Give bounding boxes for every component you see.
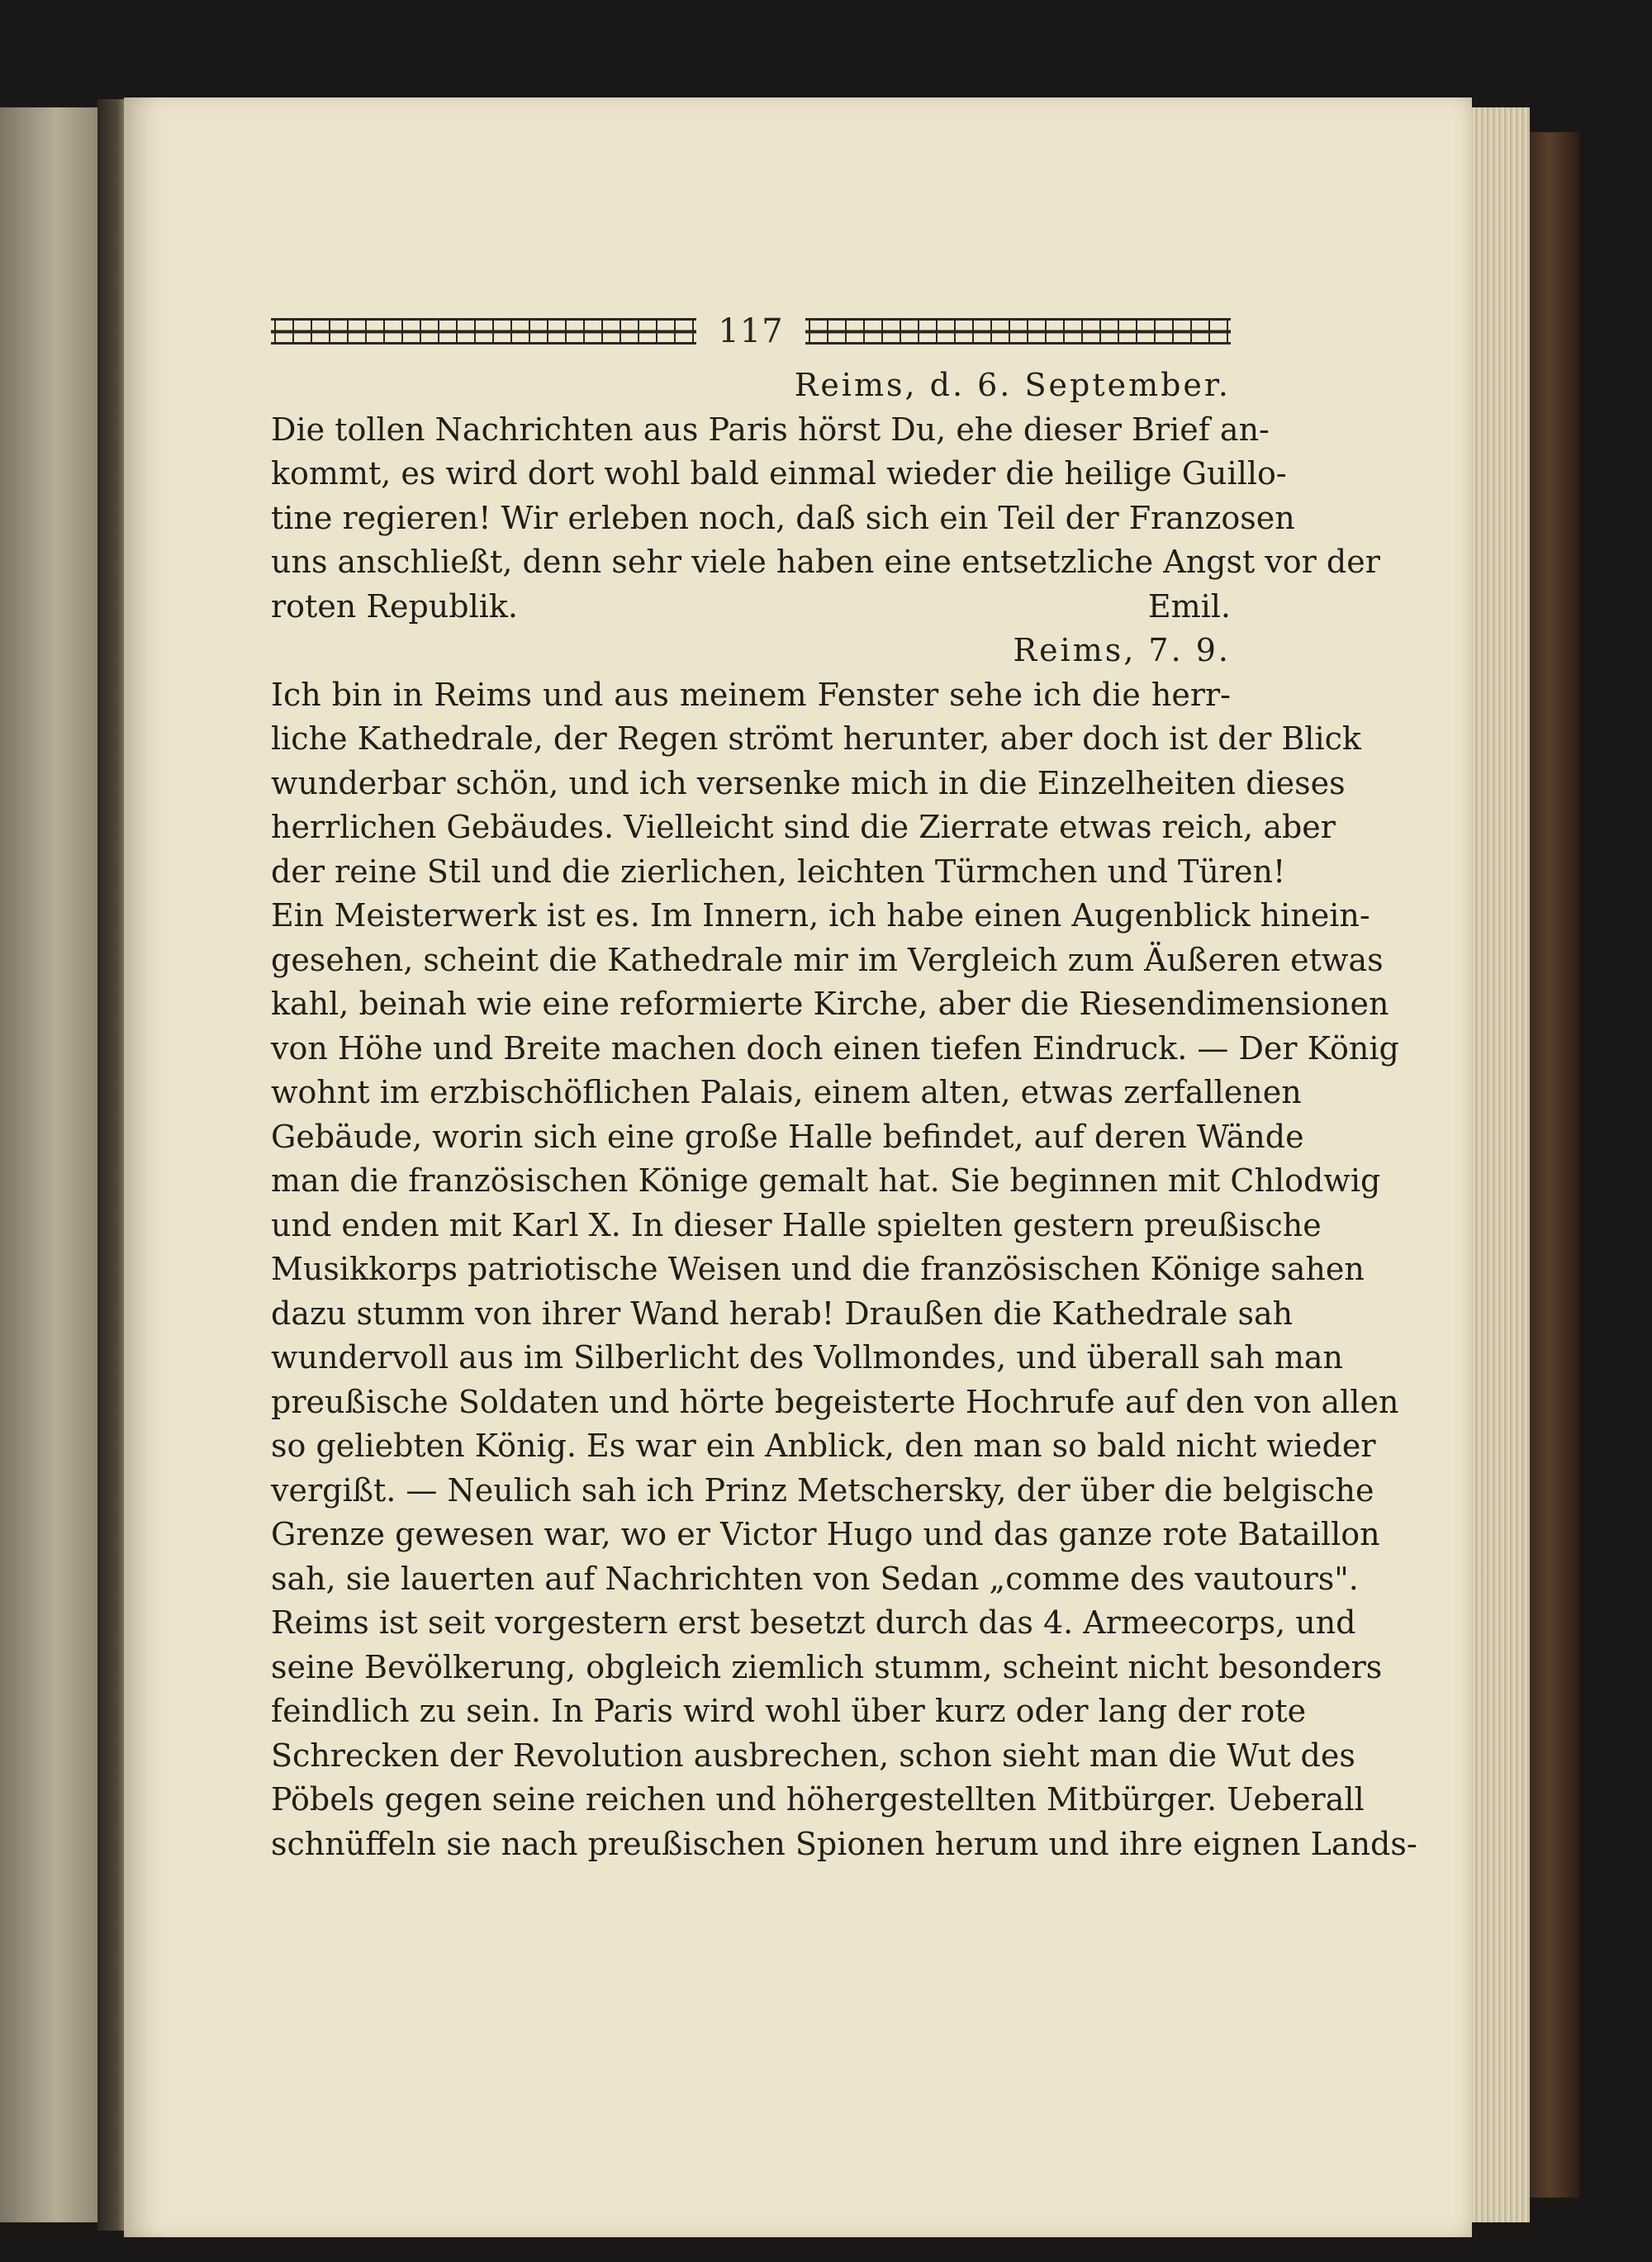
text-line: schnüffeln sie nach preußischen Spionen herum und ihre eignen Lands- bbox=[271, 1825, 1417, 1862]
text-line: liche Kathedrale, der Regen strömt herunter, aber doch ist der Blick bbox=[271, 720, 1361, 757]
text-line: uns anschließt, denn sehr viele haben eine entsetzliche Angst vor der bbox=[271, 544, 1380, 580]
text-line: vergißt. — Neulich sah ich Prinz Metschersky, der über die belgische bbox=[271, 1471, 1374, 1509]
text-line: Gebäude, worin sich eine große Halle befindet, auf deren Wände bbox=[271, 1118, 1304, 1155]
text-line: feindlich zu sein. In Paris wird wohl über kurz oder lang der rote bbox=[271, 1693, 1307, 1729]
text-line: gesehen, scheint die Kathedrale mir im Vergleich zum Äußeren etwas bbox=[271, 941, 1384, 978]
text-line: kommt, es wird dort wohl bald einmal wieder die heilige Guillo- bbox=[271, 455, 1287, 492]
text-line: man die französischen Könige gemalt hat. Sie beginnen mit Chlodwig bbox=[271, 1162, 1381, 1199]
running-header bbox=[271, 311, 1231, 352]
facing-page-edge bbox=[0, 107, 103, 2222]
meander-ornament-right bbox=[805, 318, 1231, 345]
page-edges bbox=[1472, 107, 1530, 2222]
text-line: Ein Meisterwerk ist es. Im Innern, ich habe einen Augenblick hinein- bbox=[271, 897, 1370, 934]
text-line: wundervoll aus im Silberlicht des Vollmondes, und überall sah man bbox=[271, 1339, 1343, 1376]
text-line: Schrecken der Revolution ausbrechen, schon sieht man die Wut des bbox=[271, 1737, 1355, 1774]
page-number: 117 bbox=[718, 312, 784, 350]
text-line: herrlichen Gebäudes. Vielleicht sind die Zierrate etwas reich, aber bbox=[271, 809, 1336, 845]
dateline: Reims, 7. 9. bbox=[1013, 632, 1231, 668]
text-line: roten Republik. bbox=[271, 587, 518, 625]
text-line: sah, sie lauerten auf Nachrichten von Sedan „comme des vautours". bbox=[271, 1560, 1359, 1597]
text-line: Musikkorps patriotische Weisen und die französischen Könige sahen bbox=[271, 1251, 1365, 1287]
dateline: Reims, d. 6. September. bbox=[794, 367, 1231, 403]
text-line: dazu stumm von ihrer Wand herab! Draußen die Kathedrale sah bbox=[271, 1295, 1294, 1332]
meander-ornament-left bbox=[271, 318, 696, 345]
text-line: so geliebten König. Es war ein Anblick, den man so bald nicht wieder bbox=[271, 1428, 1376, 1464]
text-line: Pöbels gegen seine reichen und höhergestellten Mitbürger. Ueberall bbox=[271, 1781, 1365, 1818]
text-line: seine Bevölkerung, obgleich ziemlich stumm, scheint nicht besonders bbox=[271, 1648, 1383, 1685]
text-line: und enden mit Karl X. In dieser Halle spielten gestern preußische bbox=[271, 1206, 1322, 1243]
book-cover-edge bbox=[1530, 132, 1579, 2198]
text-line: der reine Stil und die zierlichen, leichten Türmchen und Türen! bbox=[271, 853, 1286, 890]
text-line: von Höhe und Breite machen doch einen tiefen Eindruck. — Der König bbox=[271, 1029, 1399, 1067]
text-line: wohnt im erzbischöflichen Palais, einem alten, etwas zerfallenen bbox=[271, 1074, 1302, 1110]
text-line: tine regieren! Wir erleben noch, daß sich ein Teil der Franzosen bbox=[271, 499, 1295, 536]
closing-line bbox=[271, 585, 1231, 630]
text-line: Ich bin in Reims und aus meinem Fenster sehe ich die herr- bbox=[271, 676, 1231, 713]
text-line: preußische Soldaten und hörte begeisterte Hochrufe auf den von allen bbox=[271, 1383, 1399, 1420]
text-line: Reims ist seit vorgestern erst besetzt durch das 4. Armeecorps, und bbox=[271, 1604, 1356, 1641]
text-line: Die tollen Nachrichten aus Paris hörst Du, ehe dieser Brief an- bbox=[271, 411, 1270, 448]
text-line: kahl, beinah wie eine reformierte Kirche, aber die Riesendimensionen bbox=[271, 986, 1389, 1022]
text-line: wunderbar schön, und ich versenke mich in die Einzelheiten dieses bbox=[271, 764, 1346, 801]
signature: Emil. bbox=[1147, 587, 1231, 625]
page-body bbox=[271, 364, 1417, 1866]
text-line: Grenze gewesen war, wo er Victor Hugo und das ganze rote Bataillon bbox=[271, 1516, 1380, 1552]
